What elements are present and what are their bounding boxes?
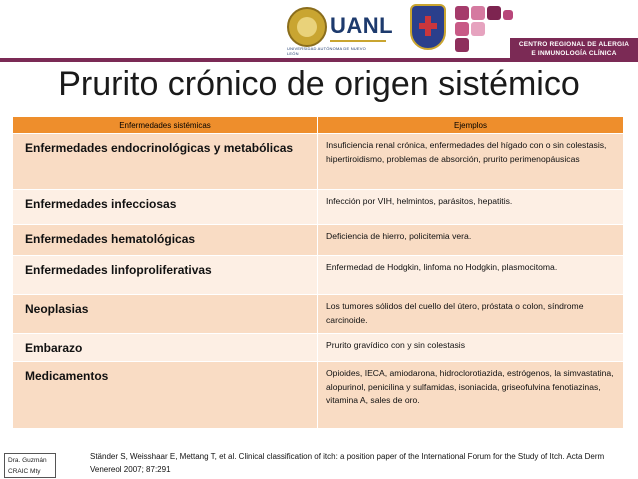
uanl-logo: UANL: [330, 13, 394, 38]
examples-cell: Los tumores sólidos del cuello del útero, próstata o colon, síndrome carcinoide.: [318, 295, 624, 334]
table-row: [13, 362, 624, 429]
category-cell: Neoplasias: [13, 295, 318, 334]
craic-logo-icon: [455, 6, 469, 20]
examples-cell: Insuficiencia renal crónica, enfermedades del hígado con o sin colestasis, hipertiroidismo, problemas de absorción, prurito perimenopáusicas: [318, 134, 624, 190]
category-cell: Embarazo: [13, 334, 318, 362]
table-row: [13, 334, 624, 362]
examples-cell: Opioides, IECA, amiodarona, hidroclorotiazida, estrógenos, la simvastatina, alopurinol, penicilina y sulfamidas, isoniacida, griseofulvina fenotiazinas, vitamina A, sales de oro.: [318, 362, 624, 429]
category-cell: Enfermedades hematológicas: [13, 225, 318, 256]
slide-title: Prurito crónico de origen sistémico: [58, 65, 580, 103]
category-cell: Medicamentos: [13, 362, 318, 429]
craic-logo-square: [455, 22, 469, 36]
university-seal-icon: [287, 7, 327, 47]
header-logos: [0, 0, 638, 58]
center-banner: [510, 38, 638, 60]
craic-logo-square: [471, 22, 485, 36]
examples-cell: Infección por VIH, helmintos, parásitos, hepatitis.: [318, 190, 624, 225]
craic-logo-square: [487, 6, 501, 20]
systemic-diseases-table: [12, 116, 624, 429]
category-cell: Enfermedades linfoproliferativas: [13, 256, 318, 295]
category-cell: Enfermedades infecciosas: [13, 190, 318, 225]
table-row: [13, 134, 624, 190]
column-header-examples: Ejemplos: [318, 117, 624, 134]
examples-cell: Prurito gravídico con y sin colestasis: [318, 334, 624, 362]
table-row: [13, 225, 624, 256]
craic-logo-square: [503, 10, 513, 20]
university-full-name: UNIVERSIDAD AUTÓNOMA DE NUEVO LEÓN: [287, 46, 366, 56]
craic-logo-square: [455, 38, 469, 52]
center-name-line1: CENTRO REGIONAL DE ALERGIA: [518, 41, 630, 48]
table-row: [13, 256, 624, 295]
examples-cell: Enfermedad de Hodgkin, linfoma no Hodgkin, plasmocitoma.: [318, 256, 624, 295]
reference-citation: Ständer S, Weisshaar E, Mettang T, et al. Clinical classification of itch: a position paper of the International Forum for the Study of Itch. Acta Derm Venereol 2007; 87:291: [90, 452, 605, 474]
column-header-diseases: Enfermedades sistémicas: [13, 117, 318, 134]
table-row: [13, 295, 624, 334]
examples-cell: Deficiencia de hierro, policitemia vera.: [318, 225, 624, 256]
author-name: Dra. Guzmán: [8, 457, 47, 464]
center-name-line2: E INMUNOLOGÍA CLÍNICA: [531, 50, 617, 57]
uanl-logo-underline: [330, 40, 386, 42]
table-row: [13, 190, 624, 225]
faculty-shield-icon: [410, 4, 446, 50]
author-box: [4, 453, 56, 478]
craic-logo-square: [471, 6, 485, 20]
category-cell: Enfermedades endocrinológicas y metabólicas: [13, 134, 318, 190]
author-affiliation: CRAIC Mty: [8, 468, 41, 475]
